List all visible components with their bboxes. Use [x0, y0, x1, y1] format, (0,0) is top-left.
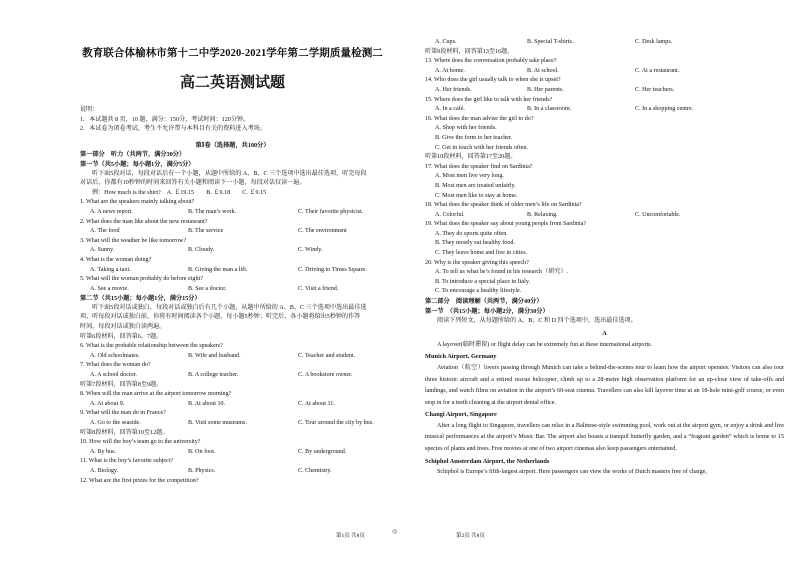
question-12: 12. What are the first prizes for the competition?: [80, 477, 199, 484]
question-6: 6. What is the probable relationship between the speakers? A. Old schoolmates. B. Wife and husband. C. Teacher and student.: [80, 343, 356, 359]
question-9: 9. What will the man do in France? A. Go to the seaside. B. Visit some museums. C. Tour around the city by bus.: [80, 410, 374, 426]
question-2: 2. What does the man like about the new restaurant? A. The food B. The service C. The environment: [80, 218, 347, 235]
page-number-right: 第2页 共8页: [456, 533, 485, 539]
reading-directions: 阅读下列短文，从每题所给的 A、B、C 和 D 四个选项中，选出最佳选项。: [437, 318, 637, 325]
right-page: [397, 0, 794, 561]
question-8: 8. When will the man arrive at the airport tomorrow morning? A. At about 9. B. At about 10. C. At about 11.: [80, 391, 335, 407]
listen-material-8: 听第8段材料，回答第10至12题。: [80, 429, 169, 436]
reading-sec1-label: 第一节 （共15小题；每小题2分，满分30分）: [425, 307, 549, 315]
listening-sec2-directions-2: 项，听每段对话或独白前，你将有时间阅读各个小题，每小题5秒钟；听完后，各小题将给出5秒钟的作答: [80, 314, 361, 321]
question-16: 16. What does the man advise the girl to do? A. Shop with her friends. B. Give the form to her teacher. C. Get in touch with her friends often.: [425, 115, 534, 151]
listen-material-10: 听第10段材料，回答第17至20题。: [425, 154, 517, 161]
schiphol-heading: Schiphol Amsterdam Airport, the Netherlands: [425, 457, 550, 465]
exam-title: 教育联合体榆林市第十二中学2020-2021学年第二学期质量检测二: [82, 48, 383, 59]
question-5: 5. What will the woman probably do before eight? A. See a movie. B. See a doctor. C. Visit a friend.: [80, 276, 339, 292]
listening-sec2-directions-3: 时间，每段对话或独白读两遍。: [80, 324, 166, 331]
listen-material-7: 听第7段材料，回答第8至9题。: [80, 381, 163, 388]
listening-sec1-directions-2: 对话后，你都有10秒钟的时间来回答有关小题和阅读下一小题，每段对话仅读一遍。: [80, 180, 306, 187]
listen-material-9: 听第9段材料，回答第13至16题。: [425, 48, 514, 55]
question-4: 4. What is the woman doing? A. Taking a taxi. B. Giving the man a lift. C. Driving to Times Square.: [80, 256, 367, 273]
schiphol-paragraph: Schiphol is Europe’s fifth-largest airport. Here passengers can view the works of Dutch masters free of charge,: [437, 469, 707, 476]
example-question: 例：How much is the shirt? A. ￡19.15 B. ￡9.18 C. ￡9.15: [92, 189, 267, 196]
binding-mark-icon: ◎: [392, 529, 398, 535]
question-13: 13. Where does the conversation probably take place? A. At home. B. At school. C. At a restaurant.: [425, 58, 680, 74]
notes-item-1: 1．本试题共 8 页，10 题，满分：150分，考试时间：120分钟。: [80, 116, 250, 123]
listen-material-6: 听第6段材料，回答第6、7题。: [80, 333, 163, 340]
listening-sec1-directions: 听下面5段对话，每段对话后有一个小题，从题中所给的 A、B、C 三个选项中选出最佳选项，听完每段: [92, 170, 367, 177]
question-20: 20. Why is the speaker giving this speech? A. To tell us what he’s found in his research（研究）. B. To introduce a special place in Italy. C. To encourage a healthy lifestyle.: [425, 259, 568, 295]
exam-subtitle: 高二英语测试题: [179, 75, 285, 91]
question-18: 18. What does the speaker think of older men’s life on Sardinia? A. Colorful. B. Relaxing. C. Uncomfortable.: [425, 202, 681, 218]
listening-sec2-directions: 听下面5段对话或独白，每段对话或独白后有几个小题，从题中所给的 A、B、C 三个选项中选出最佳选: [92, 304, 367, 311]
question-7: 7. What does the woman do? A. A school doctor. B. A college teacher. C. A bookstore owner.: [80, 362, 353, 379]
question-15: 15. Where does the girl like to talk with her friends? A. In a café. B. In a classroom. C. In a shopping centre.: [425, 96, 694, 113]
question-19: 19. What does the speaker say about young people from Sardinia? A. They do sports quite often. B. They mostly eat healthy food. C. They leave home and live in cities.: [425, 221, 587, 257]
page-number-left: 第1页 共8页: [336, 533, 365, 539]
question-11: 11. What is the boy’s favorite subject? A. Biology. B. Physics. C. Chemistry.: [80, 458, 332, 474]
listening-sec1-label: 第一节（共5小题；每小题1分，满分5分）: [80, 160, 195, 168]
listening-section-label: 第一部分 听力（共两节，满分30分）: [80, 151, 186, 159]
notes-item-2: 2．本试卷为闭卷考试，考生不允许带与本科目有关的资料进入考场。: [80, 126, 266, 133]
question-14: 14. Who does the girl usually talk to when she is upset? A. Her friends. B. Her parents. C. Her teachers.: [425, 77, 675, 93]
question-10: 10. How will the boy’s team go to the university? A. By bus. B. On foot. C. By underground.: [80, 439, 347, 455]
question-17: 17. What does the speaker find on Sardinia? A. Most men live very long. B. Most men are treated unfairly. C. Most men like to stay at home.: [425, 163, 533, 199]
question-1: 1. What are the speakers mainly talking about? A. A news report. B. The man’s work. C. Their favorite physicist.: [80, 199, 364, 215]
munich-heading: Munich Airport, Germany: [425, 353, 497, 361]
part1-title: 第Ⅰ卷（选择题，共100分）: [195, 141, 270, 149]
question-12-options: A. Cups. B. Special T-shirts. C. Desk lamps.: [435, 39, 673, 45]
listening-sec2-label: 第二节（共15小题；每小题1分，满分15分）: [80, 295, 201, 303]
notes-heading: 说明：: [80, 107, 99, 113]
changi-paragraph: After a long flight to Singapore, travellers can relax in a Balinese-style swimming pool, work out at the airport gym, or enjoy a drink and live musical performances at the airport’s Music Bar. The airport also boasts a tranquil butterfly garden, and a “fragrant garden” which is home to 15 species of plants and trees. Free movies at one of two airport cinemas also keep passengers entertained.: [425, 422, 784, 453]
passage-intro: A layover(临时滞留) or flight delay can be extremely fun at these international airports.: [437, 341, 653, 348]
reading-section-label: 第二部分 阅读理解（共两节，满分40分）: [425, 298, 543, 306]
passage-letter: A: [602, 329, 607, 337]
question-3: 3. What will the weather be like tomorrow? A. Sunny. B. Cloudy. C. Windy.: [80, 237, 323, 254]
munich-paragraph: Aviation（航空）lovers passing through Munich can take a behind-the-scenes tour to learn how the airport operates. Visitors can also tour three historic aircraft and a retired rescue helicopter, climb up to a 28-metre high observation platform for an up-close view of take-offs and landings, and watch films on aviation in the airport’s 60-seat cinema. Travellers can also kill layover time at an 18-hole mini-golf course, or even stop in for a teeth cleaning at the airport dental office.: [425, 364, 784, 406]
changi-heading: Changi Airport, Singapore: [425, 411, 497, 419]
